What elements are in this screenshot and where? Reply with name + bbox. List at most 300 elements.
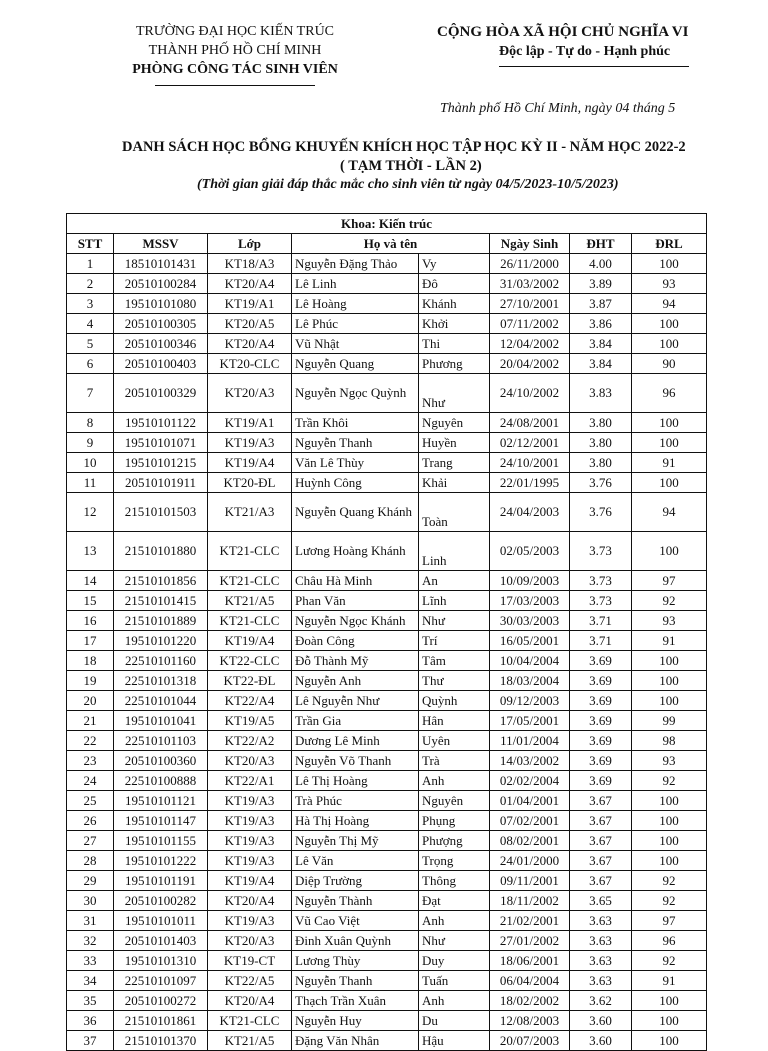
- row-mssv: 22510100888: [114, 771, 208, 791]
- row-gpa: 3.69: [570, 671, 632, 691]
- row-stt: 20: [67, 691, 114, 711]
- row-conduct: 100: [632, 811, 707, 831]
- row-dob: 20/04/2002: [490, 354, 570, 374]
- row-dob: 06/04/2004: [490, 971, 570, 991]
- national-header: [437, 22, 768, 62]
- row-stt: 15: [67, 591, 114, 611]
- row-conduct: 93: [632, 274, 707, 294]
- table-row: [67, 413, 707, 433]
- row-given-name: Như: [419, 374, 490, 413]
- row-conduct: 92: [632, 871, 707, 891]
- row-dob: 18/02/2002: [490, 991, 570, 1011]
- department-name: PHÒNG CÔNG TÁC SINH VIÊN: [132, 62, 338, 77]
- row-given-name: Hậu: [419, 1031, 490, 1051]
- row-stt: 5: [67, 334, 114, 354]
- row-gpa: 3.84: [570, 354, 632, 374]
- row-stt: 31: [67, 911, 114, 931]
- table-row: [67, 1031, 707, 1051]
- row-mssv: 21510101880: [114, 532, 208, 571]
- row-family-name: Diệp Trường: [292, 871, 419, 891]
- national-motto: Độc lập - Tự do - Hạnh phúc: [499, 44, 671, 59]
- row-class: KT21-CLC: [208, 571, 292, 591]
- row-dob: 17/03/2003: [490, 591, 570, 611]
- row-mssv: 19510101147: [114, 811, 208, 831]
- row-class: KT19/A5: [208, 711, 292, 731]
- row-stt: 10: [67, 453, 114, 473]
- row-conduct: 91: [632, 631, 707, 651]
- row-family-name: Nguyễn Anh: [292, 671, 419, 691]
- row-conduct: 94: [632, 294, 707, 314]
- row-given-name: Du: [419, 1011, 490, 1031]
- table-row: [67, 294, 707, 314]
- row-gpa: 3.86: [570, 314, 632, 334]
- table-row: [67, 851, 707, 871]
- row-gpa: 3.69: [570, 711, 632, 731]
- row-gpa: 4.00: [570, 254, 632, 274]
- scholarship-table: [66, 213, 707, 1051]
- row-dob: 26/11/2000: [490, 254, 570, 274]
- row-family-name: Lê Phúc: [292, 314, 419, 334]
- row-family-name: Nguyễn Thị Mỹ: [292, 831, 419, 851]
- row-family-name: Nguyễn Thanh: [292, 971, 419, 991]
- row-mssv: 20510100282: [114, 891, 208, 911]
- table-row: [67, 831, 707, 851]
- row-given-name: Anh: [419, 911, 490, 931]
- row-gpa: 3.80: [570, 413, 632, 433]
- row-mssv: 19510101122: [114, 413, 208, 433]
- row-conduct: 91: [632, 453, 707, 473]
- row-dob: 10/09/2003: [490, 571, 570, 591]
- row-stt: 34: [67, 971, 114, 991]
- row-given-name: Linh: [419, 532, 490, 571]
- row-gpa: 3.65: [570, 891, 632, 911]
- row-given-name: Lĩnh: [419, 591, 490, 611]
- row-stt: 9: [67, 433, 114, 453]
- row-dob: 27/10/2001: [490, 294, 570, 314]
- row-family-name: Lương Thùy: [292, 951, 419, 971]
- row-stt: 25: [67, 791, 114, 811]
- motto-underline: [499, 66, 689, 67]
- row-given-name: Thông: [419, 871, 490, 891]
- row-given-name: Thư: [419, 671, 490, 691]
- row-mssv: 19510101155: [114, 831, 208, 851]
- row-dob: 20/07/2003: [490, 1031, 570, 1051]
- row-class: KT20/A4: [208, 891, 292, 911]
- row-class: KT22/A5: [208, 971, 292, 991]
- row-given-name: Trà: [419, 751, 490, 771]
- row-given-name: Thi: [419, 334, 490, 354]
- col-header-drl: ĐRL: [632, 234, 707, 254]
- table-row: [67, 971, 707, 991]
- row-given-name: Đạt: [419, 891, 490, 911]
- row-given-name: Khởi: [419, 314, 490, 334]
- row-mssv: 20510100272: [114, 991, 208, 1011]
- row-conduct: 100: [632, 413, 707, 433]
- row-conduct: 94: [632, 493, 707, 532]
- table-row: [67, 911, 707, 931]
- row-mssv: 20510100360: [114, 751, 208, 771]
- table-row: [67, 951, 707, 971]
- row-gpa: 3.83: [570, 374, 632, 413]
- row-dob: 02/12/2001: [490, 433, 570, 453]
- row-given-name: Phụng: [419, 811, 490, 831]
- row-family-name: Nguyễn Thanh: [292, 433, 419, 453]
- row-gpa: 3.76: [570, 473, 632, 493]
- row-class: KT20/A3: [208, 931, 292, 951]
- row-family-name: Lê Linh: [292, 274, 419, 294]
- table-row: [67, 354, 707, 374]
- row-given-name: Anh: [419, 771, 490, 791]
- row-given-name: Trí: [419, 631, 490, 651]
- row-conduct: 97: [632, 571, 707, 591]
- row-gpa: 3.73: [570, 532, 632, 571]
- row-mssv: 19510101310: [114, 951, 208, 971]
- row-class: KT22-ĐL: [208, 671, 292, 691]
- row-family-name: Nguyễn Quang: [292, 354, 419, 374]
- row-gpa: 3.84: [570, 334, 632, 354]
- row-class: KT20/A3: [208, 374, 292, 413]
- faculty-row: [67, 214, 707, 234]
- row-given-name: Toàn: [419, 493, 490, 532]
- row-gpa: 3.67: [570, 811, 632, 831]
- table-row: [67, 931, 707, 951]
- col-header-dht: ĐHT: [570, 234, 632, 254]
- row-class: KT19/A4: [208, 453, 292, 473]
- row-stt: 2: [67, 274, 114, 294]
- row-dob: 12/04/2002: [490, 334, 570, 354]
- row-dob: 07/02/2001: [490, 811, 570, 831]
- row-mssv: 21510101889: [114, 611, 208, 631]
- row-class: KT21/A5: [208, 591, 292, 611]
- row-gpa: 3.73: [570, 571, 632, 591]
- table-row: [67, 791, 707, 811]
- row-class: KT21-CLC: [208, 611, 292, 631]
- row-family-name: Huỳnh Công: [292, 473, 419, 493]
- row-dob: 10/04/2004: [490, 651, 570, 671]
- row-class: KT19/A3: [208, 831, 292, 851]
- row-class: KT21/A3: [208, 493, 292, 532]
- row-stt: 8: [67, 413, 114, 433]
- row-gpa: 3.89: [570, 274, 632, 294]
- row-class: KT19/A4: [208, 631, 292, 651]
- row-class: KT19-CT: [208, 951, 292, 971]
- issuer-underline: [155, 85, 315, 86]
- row-mssv: 18510101431: [114, 254, 208, 274]
- row-mssv: 19510101191: [114, 871, 208, 891]
- table-row: [67, 711, 707, 731]
- col-header-stt: STT: [67, 234, 114, 254]
- table-row: [67, 532, 707, 571]
- row-mssv: 20510100329: [114, 374, 208, 413]
- row-given-name: Hân: [419, 711, 490, 731]
- row-family-name: Trần Gia: [292, 711, 419, 731]
- row-conduct: 100: [632, 314, 707, 334]
- row-given-name: Nguyên: [419, 791, 490, 811]
- row-dob: 30/03/2003: [490, 611, 570, 631]
- row-dob: 09/12/2003: [490, 691, 570, 711]
- row-mssv: 22510101044: [114, 691, 208, 711]
- row-dob: 24/08/2001: [490, 413, 570, 433]
- row-gpa: 3.73: [570, 591, 632, 611]
- row-conduct: 100: [632, 831, 707, 851]
- row-class: KT21/A5: [208, 1031, 292, 1051]
- table-row: [67, 314, 707, 334]
- table-row: [67, 433, 707, 453]
- row-stt: 18: [67, 651, 114, 671]
- row-stt: 28: [67, 851, 114, 871]
- row-gpa: 3.67: [570, 791, 632, 811]
- row-family-name: Đỗ Thành Mỹ: [292, 651, 419, 671]
- row-gpa: 3.80: [570, 453, 632, 473]
- row-family-name: Lê Thị Hoàng: [292, 771, 419, 791]
- document-title: DANH SÁCH HỌC BỔNG KHUYẾN KHÍCH HỌC TẬP HỌC KỲ II - NĂM HỌC 2022-2: [122, 139, 686, 155]
- row-mssv: 19510101071: [114, 433, 208, 453]
- table-row: [67, 1011, 707, 1031]
- row-conduct: 100: [632, 473, 707, 493]
- row-stt: 21: [67, 711, 114, 731]
- row-family-name: Lương Hoàng Khánh: [292, 532, 419, 571]
- row-gpa: 3.71: [570, 631, 632, 651]
- table-row: [67, 691, 707, 711]
- row-class: KT20/A4: [208, 334, 292, 354]
- row-gpa: 3.60: [570, 1031, 632, 1051]
- row-given-name: Như: [419, 611, 490, 631]
- row-conduct: 98: [632, 731, 707, 751]
- row-family-name: Nguyễn Thành: [292, 891, 419, 911]
- row-mssv: 20510101403: [114, 931, 208, 951]
- table-row: [67, 671, 707, 691]
- row-gpa: 3.76: [570, 493, 632, 532]
- row-mssv: 19510101041: [114, 711, 208, 731]
- row-mssv: 22510101097: [114, 971, 208, 991]
- row-stt: 24: [67, 771, 114, 791]
- school-name-line1: TRƯỜNG ĐẠI HỌC KIẾN TRÚC: [135, 24, 335, 39]
- row-family-name: Nguyễn Ngọc Quỳnh: [292, 374, 419, 413]
- row-conduct: 92: [632, 951, 707, 971]
- row-family-name: Trà Phúc: [292, 791, 419, 811]
- row-family-name: Nguyễn Ngọc Khánh: [292, 611, 419, 631]
- row-given-name: An: [419, 571, 490, 591]
- table-row: [67, 891, 707, 911]
- row-dob: 22/01/1995: [490, 473, 570, 493]
- row-conduct: 100: [632, 691, 707, 711]
- row-family-name: Đặng Văn Nhân: [292, 1031, 419, 1051]
- row-stt: 4: [67, 314, 114, 334]
- row-class: KT19/A3: [208, 811, 292, 831]
- row-dob: 17/05/2001: [490, 711, 570, 731]
- row-conduct: 100: [632, 851, 707, 871]
- row-mssv: 22510101103: [114, 731, 208, 751]
- row-stt: 12: [67, 493, 114, 532]
- row-conduct: 100: [632, 1031, 707, 1051]
- row-dob: 21/02/2001: [490, 911, 570, 931]
- row-mssv: 21510101370: [114, 1031, 208, 1051]
- table-row: [67, 731, 707, 751]
- school-name-line2: THÀNH PHỐ HỒ CHÍ MINH: [148, 43, 322, 58]
- row-class: KT19/A3: [208, 433, 292, 453]
- row-stt: 36: [67, 1011, 114, 1031]
- table-row: [67, 374, 707, 413]
- row-stt: 29: [67, 871, 114, 891]
- row-stt: 17: [67, 631, 114, 651]
- row-conduct: 93: [632, 751, 707, 771]
- row-stt: 30: [67, 891, 114, 911]
- row-dob: 24/10/2001: [490, 453, 570, 473]
- document-subtitle: ( TẠM THỜI - LẦN 2): [340, 158, 482, 174]
- row-mssv: 21510101503: [114, 493, 208, 532]
- row-family-name: Lê Hoàng: [292, 294, 419, 314]
- row-class: KT20/A4: [208, 274, 292, 294]
- row-mssv: 20510101911: [114, 473, 208, 493]
- row-class: KT18/A3: [208, 254, 292, 274]
- row-family-name: Nguyễn Võ Thanh: [292, 751, 419, 771]
- row-dob: 31/03/2002: [490, 274, 570, 294]
- table-body: [67, 254, 707, 1051]
- row-mssv: 19510101220: [114, 631, 208, 651]
- row-conduct: 100: [632, 254, 707, 274]
- row-family-name: Vũ Nhật: [292, 334, 419, 354]
- row-gpa: 3.69: [570, 691, 632, 711]
- row-stt: 37: [67, 1031, 114, 1051]
- table-row: [67, 771, 707, 791]
- row-family-name: Nguyễn Đặng Thảo: [292, 254, 419, 274]
- col-header-name: Họ và tên: [292, 234, 490, 254]
- row-dob: 07/11/2002: [490, 314, 570, 334]
- row-dob: 18/11/2002: [490, 891, 570, 911]
- row-stt: 3: [67, 294, 114, 314]
- table-row: [67, 571, 707, 591]
- row-dob: 02/02/2004: [490, 771, 570, 791]
- row-family-name: Đinh Xuân Quỳnh: [292, 931, 419, 951]
- row-given-name: Trang: [419, 453, 490, 473]
- row-conduct: 100: [632, 334, 707, 354]
- row-given-name: Phương: [419, 354, 490, 374]
- row-dob: 27/01/2002: [490, 931, 570, 951]
- row-gpa: 3.63: [570, 971, 632, 991]
- row-given-name: Vy: [419, 254, 490, 274]
- row-family-name: Trần Khôi: [292, 413, 419, 433]
- row-mssv: 21510101415: [114, 591, 208, 611]
- row-conduct: 92: [632, 891, 707, 911]
- issuer-block: [95, 22, 375, 86]
- row-class: KT21-CLC: [208, 1011, 292, 1031]
- row-family-name: Phan Văn: [292, 591, 419, 611]
- row-stt: 1: [67, 254, 114, 274]
- row-dob: 16/05/2001: [490, 631, 570, 651]
- row-conduct: 100: [632, 651, 707, 671]
- row-given-name: Khải: [419, 473, 490, 493]
- row-conduct: 97: [632, 911, 707, 931]
- row-gpa: 3.71: [570, 611, 632, 631]
- row-given-name: Tuấn: [419, 971, 490, 991]
- row-given-name: Duy: [419, 951, 490, 971]
- row-mssv: 19510101222: [114, 851, 208, 871]
- row-conduct: 91: [632, 971, 707, 991]
- row-given-name: Nguyên: [419, 413, 490, 433]
- row-gpa: 3.63: [570, 951, 632, 971]
- col-header-mssv: MSSV: [114, 234, 208, 254]
- row-given-name: Huyền: [419, 433, 490, 453]
- faculty-label: Khoa: Kiến trúc: [67, 214, 707, 234]
- row-dob: 24/10/2002: [490, 374, 570, 413]
- row-family-name: Vũ Cao Việt: [292, 911, 419, 931]
- table-row: [67, 453, 707, 473]
- row-class: KT22/A2: [208, 731, 292, 751]
- row-family-name: Đoàn Công: [292, 631, 419, 651]
- row-dob: 24/04/2003: [490, 493, 570, 532]
- row-class: KT19/A1: [208, 294, 292, 314]
- row-stt: 14: [67, 571, 114, 591]
- row-class: KT20/A4: [208, 991, 292, 1011]
- row-family-name: Thạch Trần Xuân: [292, 991, 419, 1011]
- table-row: [67, 274, 707, 294]
- row-gpa: 3.69: [570, 651, 632, 671]
- row-class: KT22-CLC: [208, 651, 292, 671]
- col-header-dob: Ngày Sinh: [490, 234, 570, 254]
- row-class: KT20-ĐL: [208, 473, 292, 493]
- row-family-name: Lê Văn: [292, 851, 419, 871]
- row-conduct: 100: [632, 433, 707, 453]
- table-row: [67, 591, 707, 611]
- row-stt: 6: [67, 354, 114, 374]
- row-gpa: 3.63: [570, 911, 632, 931]
- row-conduct: 99: [632, 711, 707, 731]
- row-stt: 13: [67, 532, 114, 571]
- row-mssv: 19510101011: [114, 911, 208, 931]
- republic-title: CỘNG HÒA XÃ HỘI CHỦ NGHĨA VI: [437, 24, 689, 40]
- row-conduct: 96: [632, 931, 707, 951]
- column-header-row: [67, 234, 707, 254]
- row-mssv: 19510101080: [114, 294, 208, 314]
- row-class: KT19/A3: [208, 911, 292, 931]
- row-conduct: 100: [632, 791, 707, 811]
- row-conduct: 96: [632, 374, 707, 413]
- row-dob: 14/03/2002: [490, 751, 570, 771]
- row-family-name: Nguyễn Huy: [292, 1011, 419, 1031]
- row-family-name: Văn Lê Thùy: [292, 453, 419, 473]
- row-conduct: 92: [632, 591, 707, 611]
- row-mssv: 20510100284: [114, 274, 208, 294]
- table-row: [67, 631, 707, 651]
- row-conduct: 100: [632, 1011, 707, 1031]
- row-given-name: Khánh: [419, 294, 490, 314]
- row-stt: 19: [67, 671, 114, 691]
- row-conduct: 100: [632, 671, 707, 691]
- row-family-name: Châu Hà Minh: [292, 571, 419, 591]
- row-conduct: 93: [632, 611, 707, 631]
- row-mssv: 21510101861: [114, 1011, 208, 1031]
- row-family-name: Nguyễn Quang Khánh: [292, 493, 419, 532]
- table-row: [67, 493, 707, 532]
- row-class: KT21-CLC: [208, 532, 292, 571]
- row-given-name: Trọng: [419, 851, 490, 871]
- table-row: [67, 871, 707, 891]
- table-row: [67, 334, 707, 354]
- row-stt: 33: [67, 951, 114, 971]
- row-gpa: 3.62: [570, 991, 632, 1011]
- row-family-name: Dương Lê Minh: [292, 731, 419, 751]
- row-conduct: 92: [632, 771, 707, 791]
- row-mssv: 22510101160: [114, 651, 208, 671]
- table-row: [67, 991, 707, 1011]
- row-class: KT19/A3: [208, 851, 292, 871]
- row-dob: 02/05/2003: [490, 532, 570, 571]
- row-gpa: 3.60: [570, 1011, 632, 1031]
- row-dob: 18/06/2001: [490, 951, 570, 971]
- row-gpa: 3.67: [570, 871, 632, 891]
- row-given-name: Tâm: [419, 651, 490, 671]
- table-row: [67, 254, 707, 274]
